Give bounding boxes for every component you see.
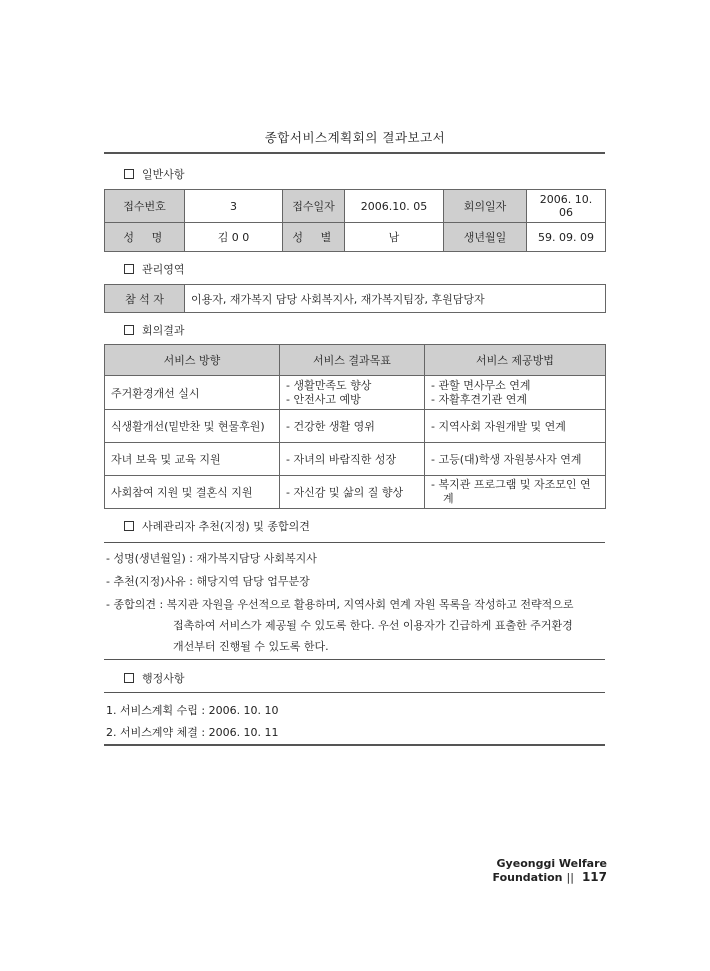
method-line: - 복지관 프로그램 및 자조모인 연 (431, 478, 591, 491)
label-gender: 성 별 (283, 223, 345, 252)
cell-goals: - 건강한 생활 영위 (280, 410, 425, 443)
page-number: 117 (581, 870, 607, 884)
bottom-rule (104, 744, 605, 746)
value-receipt-date: 2006.10. 05 (345, 190, 444, 223)
page-footer (400, 857, 607, 884)
label-attendees: 참 석 자 (105, 285, 185, 313)
section-rule (104, 542, 605, 543)
cell-direction: 자녀 보육 및 교육 지원 (105, 443, 280, 476)
section-admin-label: 행정사항 (142, 672, 185, 685)
section-admin (124, 670, 185, 686)
header-service-methods: 서비스 제공방법 (425, 345, 606, 376)
table-row (105, 376, 606, 410)
checkbox-square-icon (124, 264, 134, 274)
header-service-direction: 서비스 방향 (105, 345, 280, 376)
cell-goals (280, 376, 425, 410)
section-recommendation-label: 사례관리자 추천(지정) 및 종합의견 (142, 520, 310, 533)
cell-direction: 주거환경개선 실시 (105, 376, 280, 410)
checkbox-square-icon (124, 169, 134, 179)
page-title: 종합서비스계획회의 결과보고서 (264, 130, 446, 145)
cell-methods: - 지역사회 자원개발 및 연계 (425, 410, 606, 443)
table-header-row (105, 345, 606, 376)
general-info-table (104, 189, 606, 252)
recommendation-name-line: - 성명(생년월일) : 재가복지담당 사회복지사 (106, 552, 317, 565)
label-receipt-no: 접수번호 (105, 190, 185, 223)
foundation-name: Gyeonggi Welfare Foundation (492, 857, 607, 884)
table-row (105, 443, 606, 476)
table-row (105, 285, 606, 313)
method-line: - 자활후견기관 연계 (431, 392, 527, 406)
value-gender: 남 (345, 223, 444, 252)
cell-goals: - 자녀의 바람직한 성장 (280, 443, 425, 476)
recommendation-opinion-line: - 종합의견 : 복지관 자원을 우선적으로 활용하며, 지역사회 연계 자원 목록을 작성하고 전략적으로 (106, 598, 574, 611)
table-row (105, 223, 606, 252)
label-receipt-date: 접수일자 (283, 190, 345, 223)
cell-methods (425, 376, 606, 410)
recommendation-opinion-continued: 개선부터 진행될 수 있도록 한다. (173, 640, 329, 653)
header-service-goals: 서비스 결과목표 (280, 345, 425, 376)
section-rule (104, 659, 605, 660)
title-rule (104, 152, 605, 154)
section-rule (104, 692, 605, 693)
method-line: - 관할 면사무소 연계 (431, 378, 531, 392)
value-attendees: 이용자, 재가복지 담당 사회복지사, 재가복지팀장, 후원담당자 (185, 285, 606, 313)
section-general-label: 일반사항 (142, 168, 185, 181)
section-management-label: 관리영역 (142, 263, 185, 276)
value-birthdate: 59. 09. 09 (527, 223, 606, 252)
attendees-table (104, 284, 606, 313)
table-row (105, 190, 606, 223)
goal-line: - 생활만족도 향상 (286, 378, 372, 392)
section-management (124, 261, 185, 277)
cell-direction: 식생활개선(밑반찬 및 현물후원) (105, 410, 280, 443)
table-row (105, 410, 606, 443)
table-row (105, 476, 606, 509)
checkbox-square-icon (124, 673, 134, 683)
cell-goals: - 자신감 및 삶의 질 향상 (280, 476, 425, 509)
admin-contract-line: 2. 서비스계약 체결 : 2006. 10. 11 (106, 726, 279, 739)
section-general (124, 166, 185, 182)
cell-methods (425, 476, 606, 509)
section-meeting-label: 회의결과 (142, 324, 185, 337)
cell-methods: - 고등(대)학생 자원봉사자 연계 (425, 443, 606, 476)
section-meeting (124, 322, 185, 338)
footer-separator: || (566, 871, 574, 884)
value-receipt-no: 3 (185, 190, 283, 223)
method-line: 계 (443, 492, 454, 505)
label-birthdate: 생년월일 (444, 223, 527, 252)
recommendation-opinion-continued: 접촉하여 서비스가 제공될 수 있도록 한다. 우선 이용자가 긴급하게 표출한 주거환경 (173, 619, 573, 632)
admin-plan-line: 1. 서비스계획 수립 : 2006. 10. 10 (106, 704, 279, 717)
section-recommendation (124, 518, 310, 534)
checkbox-square-icon (124, 521, 134, 531)
value-meeting-date: 2006. 10. 06 (527, 190, 606, 223)
label-meeting-date: 회의일자 (444, 190, 527, 223)
goal-line: - 안전사고 예방 (286, 392, 361, 406)
recommendation-reason-line: - 추천(지정)사유 : 해당지역 담당 업무분장 (106, 575, 310, 588)
cell-direction: 사회참여 지원 및 결혼식 지원 (105, 476, 280, 509)
label-name: 성 명 (105, 223, 185, 252)
meeting-results-table (104, 344, 606, 509)
value-name: 김 0 0 (185, 223, 283, 252)
checkbox-square-icon (124, 325, 134, 335)
